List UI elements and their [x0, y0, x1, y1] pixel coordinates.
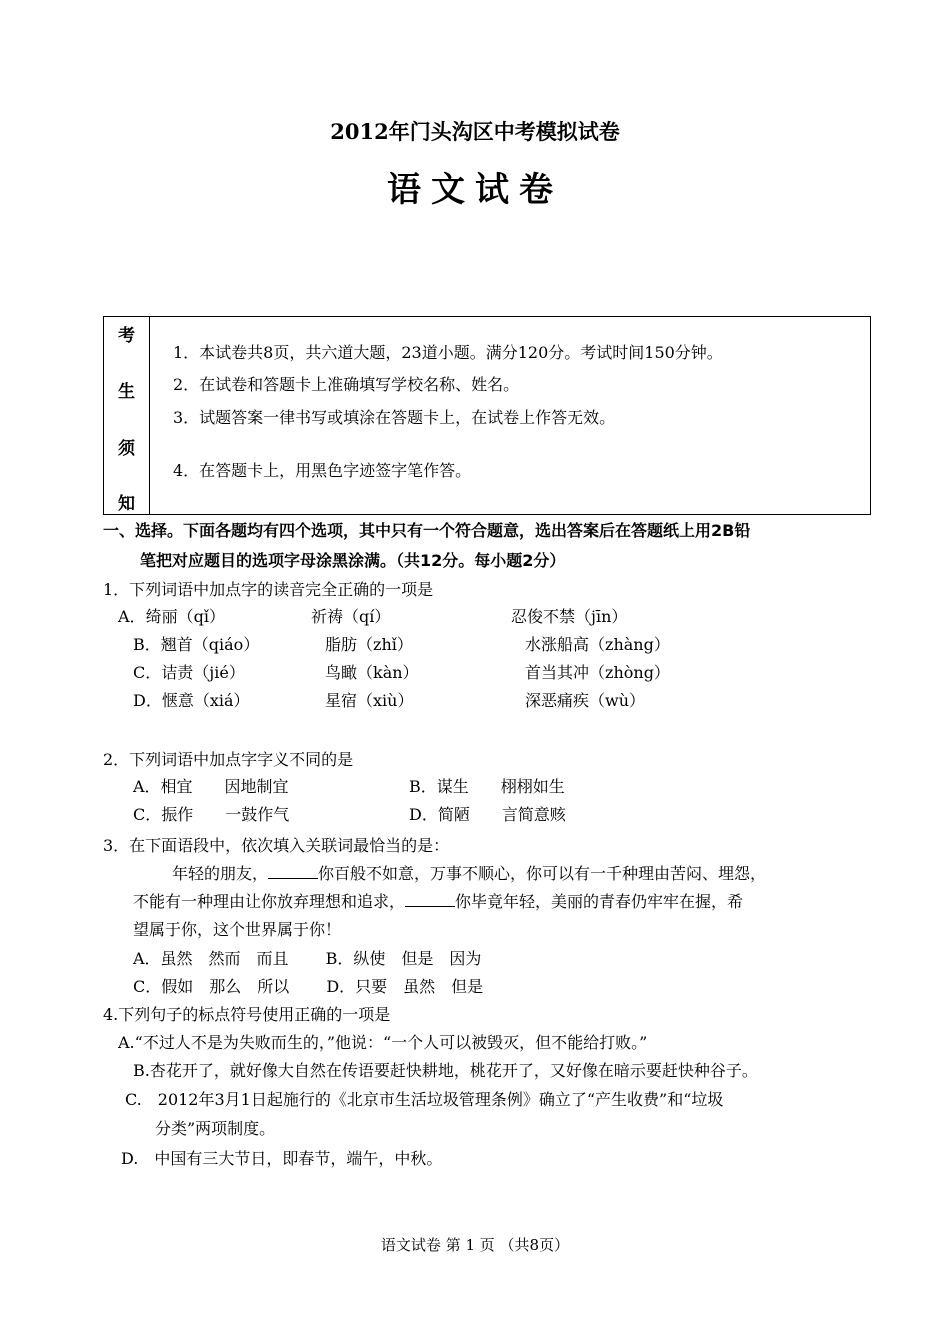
notice-label-char: 生	[118, 382, 135, 402]
q1-d-pinyin1: （xiá）	[193, 691, 250, 710]
q1-b-col3	[525, 632, 670, 655]
q4-option-d: D. 中国有三大节日，即春节，端午，中秋。	[121, 1149, 443, 1168]
q3-passage-line1	[172, 861, 766, 884]
notice-item: 1．本试卷共8页，共六道大题，23道小题。满分120分。考试时间150分钟。	[173, 343, 723, 362]
q1-a-word1: 绮丽	[145, 607, 178, 626]
q3-passage-text: 你百般不如意，万事不顺心，你可以有一千种理由苦闷、埋怨，	[318, 864, 767, 883]
q3-passage-text: 不能有一种理由让你放弃理想和追求，	[133, 892, 406, 911]
q1-a-pinyin1: （qǐ）	[177, 607, 225, 626]
q1-c-col3	[525, 660, 670, 683]
notice-label-char: 知	[118, 494, 135, 514]
q1-d-pinyin3: （wù）	[589, 691, 646, 710]
q1-a-word3: 忍俊不禁	[511, 607, 576, 626]
q1-option-d	[133, 688, 250, 711]
q1-option-c	[133, 660, 245, 683]
notice-item: 4．在答题卡上，用黑色字迹签字笔作答。	[173, 461, 472, 480]
q2-option-c: C．振作 一鼓作气	[133, 805, 290, 824]
fill-blank	[405, 892, 455, 907]
q4-option-c-cont: 分类”两项制度。	[155, 1119, 276, 1138]
exam-title: 2012年门头沟区中考模拟试卷	[330, 119, 620, 144]
fill-blank	[268, 864, 318, 879]
q1-d-word2: 星宿	[325, 691, 358, 710]
option-letter: A．	[118, 607, 146, 626]
q1-stem: 1．下列词语中加点字的读音完全正确的一项是	[103, 580, 434, 599]
subject-title: 语文试卷	[387, 170, 563, 210]
q1-a-pinyin2: （qí）	[343, 607, 391, 626]
q3-passage-line3: 望属于你，这个世界属于你！	[133, 920, 342, 939]
q4-option-a: A.“不过人不是为失败而生的，”他说：“一个人可以被毁灭，但不能给打败。”	[118, 1033, 648, 1052]
q3-passage-text: 你毕竟年轻，美丽的青春仍牢牢在握，希	[455, 892, 744, 911]
notice-label	[104, 317, 150, 514]
notice-label-char: 须	[118, 439, 135, 459]
q1-c-col2	[325, 660, 419, 683]
notice-item: 3．试题答案一律书写或填涂在答题卡上，在试卷上作答无效。	[173, 408, 616, 427]
q1-d-word3: 深恶痛疾	[525, 691, 590, 710]
q2-stem: 2．下列词语中加点字字义不同的是	[103, 750, 354, 769]
q4-option-b: B.杏花开了，就好像大自然在传语要赶快耕地，桃花开了，又好像在暗示要赶快种谷子。	[133, 1061, 758, 1080]
q1-b-word3: 水涨船高	[525, 635, 590, 654]
q1-d-col3	[525, 688, 645, 711]
section-heading: 一、选择。下面各题均有四个选项，其中只有一个符合题意，选出答案后在答题纸上用2B铅	[103, 521, 751, 540]
q1-option-a	[118, 604, 225, 627]
q2-option-d: D．简陋 言简意赅	[409, 805, 566, 824]
q1-b-pinyin2: （zhǐ）	[357, 635, 413, 654]
q1-c-pinyin1: （jié）	[193, 663, 245, 682]
notice-label-char: 考	[118, 326, 135, 346]
q1-b-col2	[325, 632, 413, 655]
q2-option-a: A．相宜 因地制宜	[133, 777, 289, 796]
q1-c-word3: 首当其冲	[525, 663, 590, 682]
notice-box	[103, 316, 871, 515]
q1-c-pinyin3: （zhòng）	[589, 663, 670, 682]
q1-d-word1: 惬意	[161, 691, 194, 710]
q2-option-b: B．谋生 栩栩如生	[409, 777, 565, 796]
q1-a-col3	[511, 604, 627, 627]
page-footer: 语文试卷 第 1 页 （共8页）	[380, 1236, 570, 1254]
q1-a-pinyin3: （jīn）	[575, 607, 628, 626]
q1-b-word2: 脂肪	[325, 635, 358, 654]
q1-c-word1: 诘责	[161, 663, 194, 682]
q1-b-pinyin1: （qiáo）	[192, 635, 260, 654]
q1-c-pinyin2: （kàn）	[357, 663, 419, 682]
q1-b-pinyin3: （zhàng）	[589, 635, 670, 654]
q1-d-pinyin2: （xiù）	[357, 691, 414, 710]
q1-option-b	[133, 632, 259, 655]
q3-passage-text: 年轻的朋友，	[172, 864, 269, 883]
q3-options-ab: A．虽然 然而 而且 B．纵使 但是 因为	[133, 949, 482, 968]
q4-option-c: C. 2012年3月1日起施行的《北京市生活垃圾管理条例》确立了“产生收费”和“垃圾	[125, 1090, 724, 1109]
q1-d-col2	[325, 688, 413, 711]
q1-a-col2	[311, 604, 390, 627]
option-letter: C．	[133, 663, 162, 682]
q1-c-word2: 鸟瞰	[325, 663, 358, 682]
section-heading-cont: 笔把对应题目的选项字母涂黑涂满。（共12分。每小题2分）	[140, 551, 566, 570]
q1-b-word1: 翘首	[160, 635, 193, 654]
q1-a-word2: 祈祷	[311, 607, 344, 626]
q3-options-cd: C．假如 那么 所以 D．只要 虽然 但是	[133, 977, 484, 996]
option-letter: B．	[133, 635, 161, 654]
q3-stem: 3．在下面语段中，依次填入关联词最恰当的是：	[103, 836, 450, 855]
q3-passage-line2	[133, 889, 743, 912]
notice-item: 2．在试卷和答题卡上准确填写学校名称、姓名。	[173, 375, 520, 394]
q4-stem: 4.下列句子的标点符号使用正确的一项是	[103, 1005, 391, 1024]
option-letter: D．	[133, 691, 162, 710]
